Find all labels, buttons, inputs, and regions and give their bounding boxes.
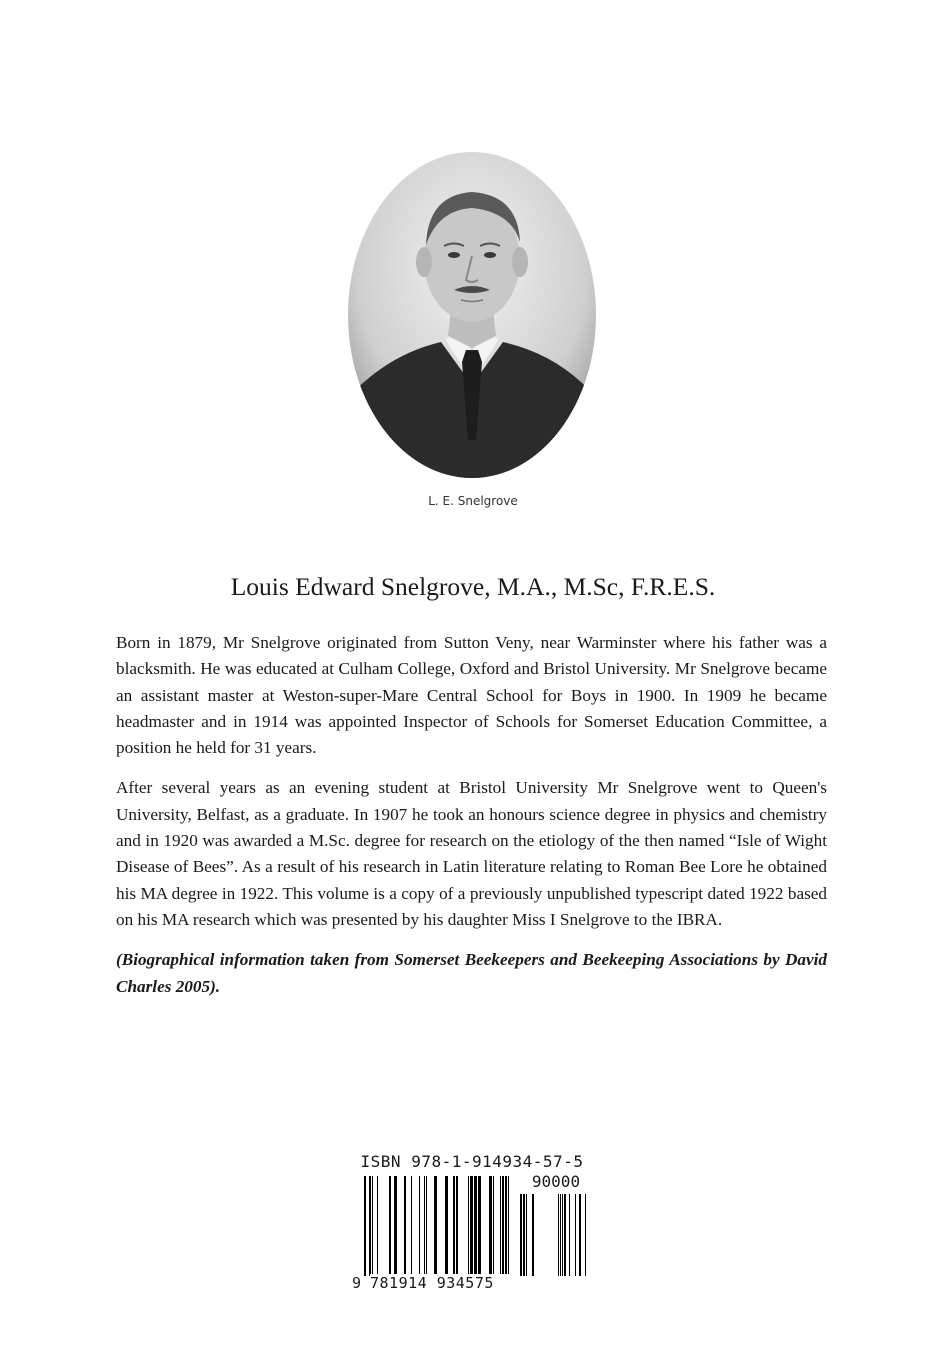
isbn-text: ISBN 978-1-914934-57-5	[360, 1152, 584, 1171]
portrait-photo	[346, 150, 598, 480]
portrait-caption: L. E. Snelgrove	[428, 494, 518, 508]
source-note: (Biographical information taken from Somerset Beekeepers and Beekeeping Associations by David Charles 2005).	[116, 950, 827, 996]
ean-first-digit: 9	[352, 1274, 362, 1292]
price-code: 90000	[520, 1172, 592, 1191]
page-title: Louis Edward Snelgrove, M.A., M.Sc, F.R.E.S.	[230, 572, 716, 601]
biography-paragraph: After several years as an evening student at Bristol University Mr Snelgrove went to Queen's University, Belfast, as a graduate. In 1907 he took an honours science degree in physics and chemistry and in 1920 was awarded a M.Sc. degree for research on the etiology of the then named “Isle of Wight Disease of Bees”. As a result of his research in Latin literature relating to Roman Bee Lore he obtained his MA degree in 1922. This volume is a copy of a previously unpublished typescript dated 1922 based on his MA research which was presented by his daughter Miss I Snelgrove to the IBRA.	[116, 778, 827, 929]
ean-digits: 781914 934575	[370, 1274, 510, 1292]
biography-paragraph: Born in 1879, Mr Snelgrove originated from Sutton Veny, near Warminster where his father was a blacksmith. He was educated at Culham College, Oxford and Bristol University. Mr Snelgrove became an assistant master at Weston-super-Mare Central School for Boys in 1900. In 1909 he became headmaster and in 1914 was appointed Inspector of Schools for Somerset Education Committee, a position he held for 31 years.	[116, 633, 827, 758]
biography-text	[116, 630, 827, 1014]
